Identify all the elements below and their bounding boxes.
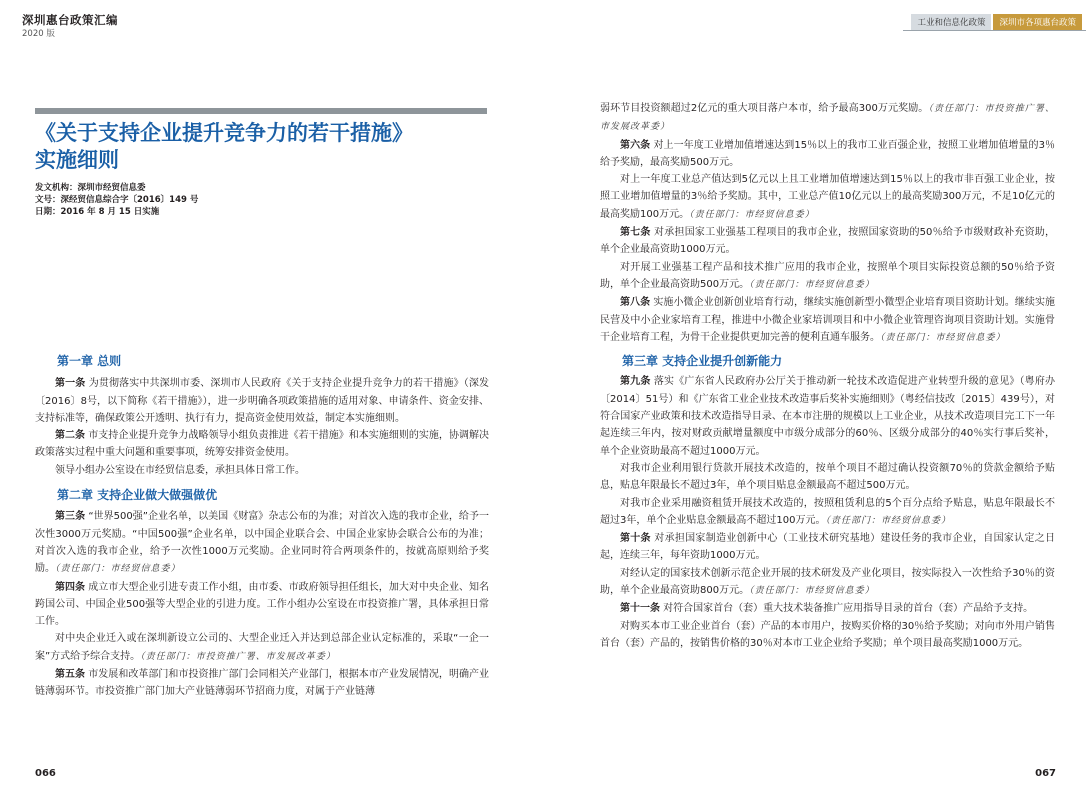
article-5-text: 市发展和改革部门和市投资推广部门会同相关产业部门，根据本市产业发展情况，明确产业链薄弱环节。市投资推广部门加大产业链薄弱环节招商力度，对属于产业链薄 (35, 669, 489, 698)
header-rule (903, 30, 1086, 31)
article-7 (600, 224, 1055, 259)
title-line-1: 《关于支持企业提升竞争力的若干措施》 (35, 121, 413, 145)
article-8 (600, 294, 1055, 347)
article-5-label: 第五条 (55, 669, 86, 681)
article-9-p3-text: 对我市企业采用融资租赁开展技术改造的，按照租赁利息的5个百分点给予贴息，贴息年限最长不超过3年，单个企业贴息金额最高不超过100万元。 (600, 497, 1055, 526)
article-6-text: 对上一年度工业增加值增速达到15％以上的我市工业百强企业，按照工业增加值增量的3％给予奖励，最高奖励500万元。 (600, 139, 1056, 168)
chapter-1-heading: 第一章 总则 (57, 354, 122, 368)
article-9 (600, 373, 1055, 459)
article-6-paragraph-2 (600, 171, 1055, 224)
article-7-paragraph-2 (600, 259, 1055, 295)
issuer: 发文机构：深圳市经贸信息委 (35, 183, 146, 193)
article-4-text: 成立市大型企业引进专责工作小组，由市委、市政府领导担任组长，加大对中央企业、知名跨国公司、中国企业500强等大型企业的引进力度。工作小组办公室设在市投资推广署，具体承担日常工作。 (35, 581, 489, 628)
article-6-p2-text: 对上一年度工业总产值达到5亿元以上且工业增加值增速达到15％以上的我市非百强工业企业，按照工业增加值增量的3％给予奖励。其中，工业总产值10亿元以上的最高奖励300万元，不足10亿元的最高奖励100万元。 (600, 174, 1055, 220)
article-1-label: 第一条 (55, 378, 86, 390)
article-5-continued (600, 100, 1055, 137)
effective-date: 日期：2016 年 8 月 15 日实施 (35, 207, 160, 217)
right-body (600, 100, 1055, 652)
article-9-paragraph-2: 对我市企业利用银行贷款开展技术改造的，按单个项目不超过确认投资额70％的贷款金额给予贴息，贴息年限最长不超过3年，单个项目贴息金额最高不超过500万元。 (600, 462, 1055, 492)
article-6 (600, 137, 1055, 172)
document-title (35, 120, 505, 174)
article-4-label: 第四条 (55, 581, 86, 593)
article-2-label: 第二条 (55, 430, 86, 442)
article-2-text: 市支持企业提升竞争力战略领导小组负责推进《若干措施》和本实施细则的实施，协调解决政策落实过程中重大问题和重要事项，统筹安排资金使用。 (35, 430, 489, 459)
article-11 (600, 600, 1055, 617)
article-11-label: 第十一条 (620, 603, 660, 615)
article-3-label: 第三条 (55, 511, 86, 523)
article-10-responsibility: （责任部门：市经贸信息委） (749, 586, 875, 597)
book-year: 2020 版 (22, 29, 55, 39)
article-10 (600, 530, 1055, 565)
left-body (35, 353, 489, 701)
article-7-text: 对承担国家工业强基工程项目的我市企业，按照国家资助的50％给予市级财政补充资助，单个企业最高资助1000万元。 (600, 227, 1056, 256)
article-10-p2-text: 对经认定的国家技术创新示范企业开展的技术研发及产业化项目，按实际投入一次性给予30％的资助，单个企业最高资助800万元。 (600, 567, 1055, 597)
article-7-p2-text: 对开展工业强基工程产品和技术推广应用的我市企业，按照单个项目实际投资总额的50％给予资助，单个企业最高资助500万元。 (600, 261, 1055, 290)
article-3-text: “世界500强”企业名单，以美国《财富》杂志公布的为准；对首次入选的我市企业，给予一次性3000万元奖励。“中国500强”企业名单，以中国企业联合会、中国企业家协会联合公布的为准；对首次入选的我市企业，给予一次性1000万元奖励。企业同时符合两项条件的，按就高原则给予奖励。 (35, 511, 490, 575)
article-1-text: 为贯彻落实中共深圳市委、深圳市人民政府《关于支持企业提升竞争力的若干措施》（深发〔2016〕8号，以下简称《若干措施》），进一步明确各项政策措施的适用对象、申请条件、资金安排、支持标准等，确保政策公开透明、执行有力，提高资金使用效益，制定本实施细则。 (35, 378, 489, 424)
article-4-p2-text: 对中央企业迁入或在深圳新设立公司的、大型企业迁入并达到总部企业认定标准的，采取“一企一案”方式给予综合支持。 (35, 633, 489, 662)
article-8-label: 第八条 (620, 297, 651, 309)
section-tabs (911, 14, 1082, 30)
article-1 (35, 375, 489, 427)
document-meta (35, 182, 198, 218)
article-7-responsibility: （责任部门：市经贸信息委） (749, 279, 875, 290)
chapter-2-heading: 第二章 支持企业做大做强做优 (57, 488, 218, 503)
title-bar (35, 108, 487, 114)
article-9-text: 落实《广东省人民政府办公厅关于推动新一轮技术改造促进产业转型升级的意见》（粤府办〔2014〕51号）和《广东省工业企业技术改造事后奖补实施细则》（粤经信技改〔2015〕439号），对符合国家产业政策和技术改造指导目录、在本市注册的规模以上工业企业，从技术改造项目完工下一年起连续三年内，按对财政贡献增量额度中市级分成部分的60％、区级分成部分的40％实行事后奖补，单个企业资助最高不超过1000万元。 (600, 376, 1055, 457)
article-9-paragraph-3 (600, 495, 1055, 531)
article-3 (35, 508, 489, 578)
right-page (543, 0, 1086, 788)
tab-industry-it-policy: 工业和信息化政策 (911, 14, 991, 30)
article-4-paragraph-2 (35, 630, 489, 666)
article-9-responsibility: （责任部门：市经贸信息委） (825, 515, 951, 526)
page-number-left: 066 (35, 768, 56, 779)
title-line-2: 实施细则 (35, 148, 119, 172)
article-8-text: 实施小微企业创新创业培育行动，继续实施创新型小微型企业培育项目资助计划。继续实施民营及中小企业家培育工程，推进中小微企业家培训项目和中小微企业管理咨询项目资助计划。实施骨干企业培育工程，为骨干企业提供更加完善的便利直通车服务。 (600, 297, 1056, 343)
article-6-responsibility: （责任部门：市经贸信息委） (689, 209, 815, 220)
article-2-paragraph-2: 领导小组办公室设在市经贸信息委，承担具体日常工作。 (55, 464, 305, 476)
tab-shenzhen-policies: 深圳市各项惠台政策 (993, 14, 1082, 30)
article-10-label: 第十条 (620, 533, 651, 545)
article-10-paragraph-2 (600, 565, 1055, 601)
article-5-cont-text: 弱环节目投资额超过2亿元的重大项目落户本市，给予最高300万元奖励。 (600, 103, 929, 114)
article-9-label: 第九条 (620, 376, 651, 388)
article-8-responsibility: （责任部门：市经贸信息委） (880, 332, 1006, 343)
chapter-3-heading: 第三章 支持企业提升创新能力 (622, 354, 783, 369)
article-10-text: 对承担国家制造业创新中心（工业技术研究基地）建设任务的我市企业，自国家认定之日起，连续三年，每年资助1000万元。 (600, 533, 1055, 562)
article-5 (35, 666, 489, 701)
article-4 (35, 579, 489, 631)
article-3-responsibility: （责任部门：市经贸信息委） (55, 564, 181, 575)
article-4-responsibility: （责任部门：市投资推广署、市发展改革委） (140, 651, 336, 662)
document-number: 文号：深经贸信息综合字〔2016〕149 号 (35, 195, 199, 205)
article-5-responsibility: （责任部门：市投资推广署、市发展改革委） (600, 104, 1055, 133)
page-number-right: 067 (1035, 768, 1056, 779)
article-2 (35, 427, 489, 462)
article-6-label: 第六条 (620, 139, 651, 151)
article-11-text: 对符合国家首台（套）重大技术装备推广应用指导目录的首台（套）产品给予支持。 (660, 603, 1034, 615)
article-11-paragraph-2: 对购买本市工业企业首台（套）产品的本市用户，按购买价格的30％给予奖励；对向市外用户销售首台（套）产品的，按销售价格的30％对本市工业企业给予奖励；单个项目最高奖励1000万元。 (600, 620, 1055, 649)
article-7-label: 第七条 (620, 227, 651, 239)
book-title: 深圳惠台政策汇编 (22, 13, 118, 27)
